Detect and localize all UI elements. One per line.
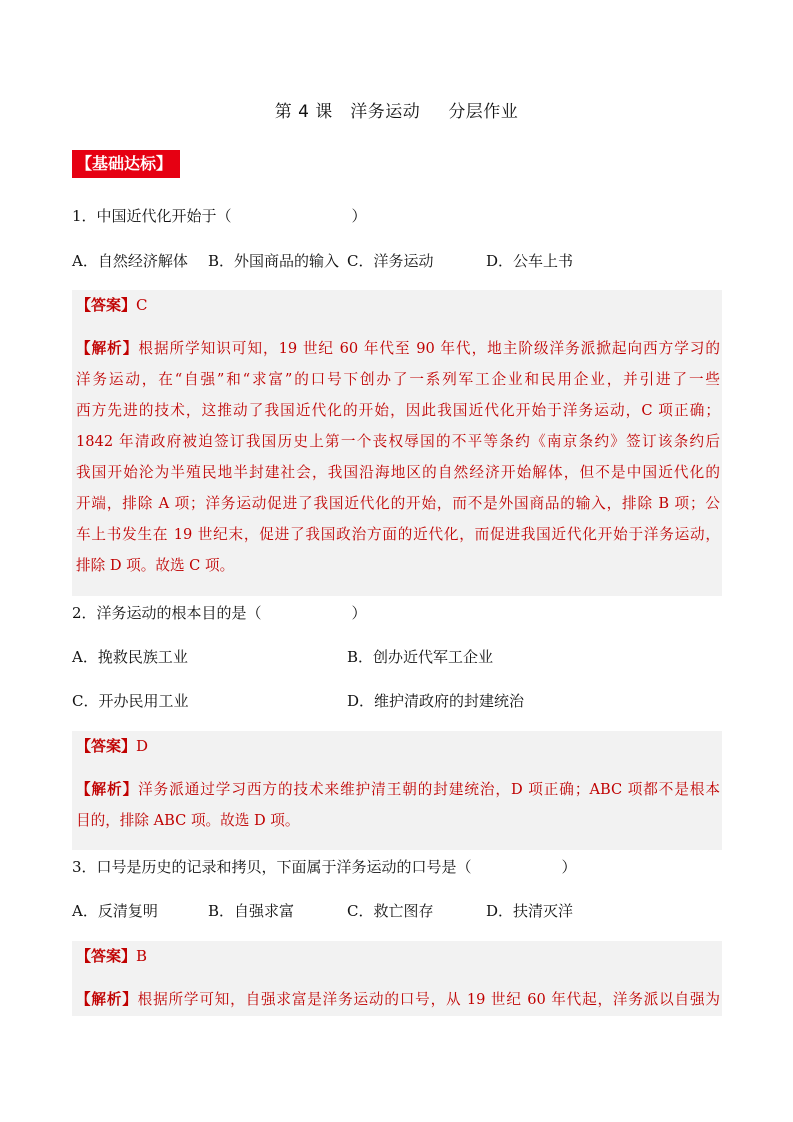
q2-answer: 【答案】D xyxy=(76,737,149,755)
q2-analysis-line: 【解析】洋务派通过学习西方的技术来维护清王朝的封建统治，D 项正确；ABC 项都不是根本 xyxy=(76,781,720,798)
q1-analysis-line: 洋务运动，在“自强”和“求富”的口号下创办了一系列军工企业和民用企业，并引进了一些 xyxy=(76,371,720,388)
q2-option-a: A．挽救民族工业 xyxy=(72,648,188,666)
q1-analysis-line: 我国开始沦为半殖民地半封建社会，我国沿海地区的自然经济开始解体，但不是中国近代化的 xyxy=(76,464,720,481)
q3-answer-box xyxy=(72,941,722,1016)
q1-answer-box xyxy=(72,290,722,596)
q3-option-d: D．扶清灭洋 xyxy=(486,902,574,920)
q1-analysis-line: 1842 年清政府被迫签订我国历史上第一个丧权辱国的不平等条约《南京条约》签订该条约后 xyxy=(76,433,720,450)
q1-analysis-line: 西方先进的技术，这推动了我国近代化的开始，因此我国近代化开始于洋务运动，C 项正确； xyxy=(76,402,720,419)
question-1-stem: 1．中国近代化开始于（ ） xyxy=(72,207,367,225)
q1-option-a: A．自然经济解体 xyxy=(72,252,188,270)
q2-analysis-line: 目的，排除 ABC 项。故选 D 项。 xyxy=(76,812,300,829)
q1-option-b: B．外国商品的输入 xyxy=(208,252,340,270)
section-badge: 【基础达标】 xyxy=(72,150,180,178)
q1-answer: 【答案】C xyxy=(76,296,148,314)
q2-option-c: C．开办民用工业 xyxy=(72,692,189,710)
q2-option-d: D．维护清政府的封建统治 xyxy=(347,692,525,710)
q3-analysis-line: 【解析】根据所学可知，自强求富是洋务运动的口号，从 19 世纪 60 年代起，洋务派以自强为 xyxy=(76,991,720,1008)
q3-option-c: C．救亡图存 xyxy=(347,902,434,920)
q3-option-a: A．反清复明 xyxy=(72,902,158,920)
q1-analysis-line: 【解析】根据所学知识可知，19 世纪 60 年代至 90 年代，地主阶级洋务派掀起向西方学习的 xyxy=(76,340,720,357)
question-2-stem: 2．洋务运动的根本目的是（ ） xyxy=(72,604,367,622)
q1-analysis-line: 车上书发生在 19 世纪末，促进了我国政治方面的近代化，而促进我国近代化开始于洋务运动， xyxy=(76,526,720,543)
q1-analysis-line: 排除 D 项。故选 C 项。 xyxy=(76,557,235,574)
question-3-stem: 3．口号是历史的记录和拷贝，下面属于洋务运动的口号是（ ） xyxy=(72,858,577,876)
page-title xyxy=(0,97,793,122)
q3-answer: 【答案】B xyxy=(76,947,148,965)
q2-answer-box xyxy=(72,731,722,850)
lesson-title: 第 4 课 洋务运动 xyxy=(274,102,421,122)
q1-option-d: D．公车上书 xyxy=(486,252,574,270)
q2-option-b: B．创办近代军工企业 xyxy=(347,648,494,666)
homework-type: 分层作业 xyxy=(448,102,519,122)
q1-analysis-line: 开端，排除 A 项；洋务运动促进了我国近代化的开始，而不是外国商品的输入，排除 B 项；公 xyxy=(76,495,720,512)
q3-option-b: B．自强求富 xyxy=(208,902,295,920)
q1-option-c: C．洋务运动 xyxy=(347,252,434,270)
